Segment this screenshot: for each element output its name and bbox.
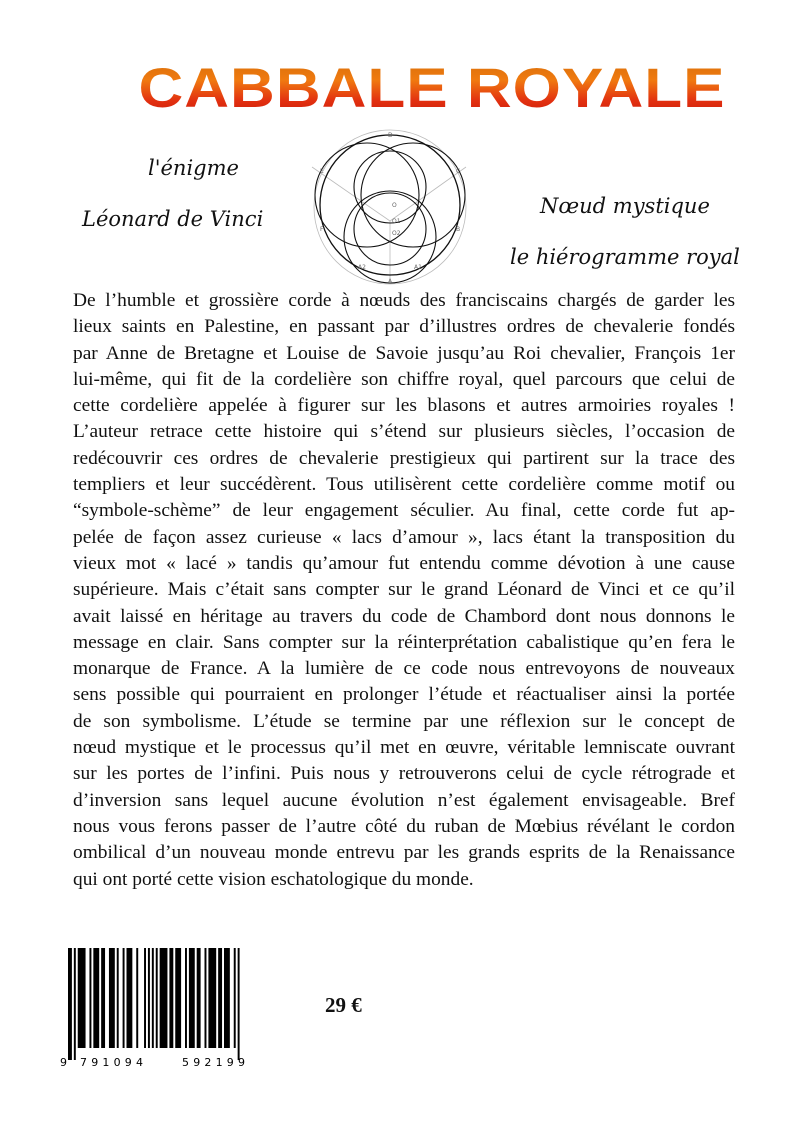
blurb-line: “symbole-schème” de leur engagement séculier. Au final, cette corde fut ap- [73, 500, 735, 522]
blurb-line: d’inversion sans lequel aucune évolution n’est également envisageable. Bref [73, 789, 735, 811]
barcode-bar [144, 948, 146, 1048]
barcode-bar [152, 948, 154, 1048]
book-title: CABBALE ROYALE [136, 59, 728, 118]
barcode-bar [185, 948, 187, 1048]
barcode-digits-right: 592199 [182, 1056, 250, 1069]
blurb-line: redécouvrir ces ordres de chevalerie prestigieux qui partirent sur la trace des [73, 447, 735, 469]
diagram-label: O2 [392, 230, 401, 237]
blurb-line: lieux saints en Palestine, en passant par d’illustres ordres de chevalerie fondés [73, 316, 735, 338]
barcode-bar [136, 948, 138, 1048]
barcode-bar [148, 948, 150, 1048]
barcode-bar [169, 948, 173, 1048]
price: 29 € [325, 993, 362, 1017]
diagram-label: A1 [414, 264, 422, 271]
barcode-bar [74, 948, 76, 1060]
subtitle-left-2: Léonard de Vinci [82, 207, 264, 231]
diagram-label: O [392, 202, 397, 209]
diagram-label: E [320, 168, 324, 175]
blurb-line: nous vous ferons passer de l’autre côté du ruban de Mœbius révélant le cordon [73, 815, 735, 837]
barcode-digits-left: 791094 [80, 1056, 148, 1069]
geometric-knot-diagram [300, 125, 480, 285]
barcode-bar [218, 948, 222, 1048]
subtitle-right-1: Nœud mystique [540, 194, 710, 218]
blurb-line: par Anne de Bretagne et Louise de Savoie jusqu’au Roi chevalier, François 1er [73, 342, 735, 364]
isbn-barcode [60, 948, 286, 1069]
blurb-line: de son symbolisme. L’étude se termine par une réflexion sur le concept de [73, 710, 735, 732]
diagram-label: O1 [392, 218, 401, 225]
barcode-bar [175, 948, 181, 1048]
blurb-line: lui-même, qui fit de la cordelière son chiffre royal, quel parcours que celui de [73, 368, 735, 390]
blurb-line: templiers et leur succédèrent. Tous utilisèrent cette cordelière comme motif ou [73, 474, 735, 496]
blurb-line: De l’humble et grossière corde à nœuds des franciscains chargés de garder les [73, 290, 735, 311]
barcode-bar [189, 948, 195, 1048]
blurb-line: cette cordelière appelée à figurer sur les blasons et autres armoiries royales ! [73, 395, 735, 417]
blurb-line: message en clair. Sans compter sur la réinterprétation cabalistique qu’en fera le [73, 631, 735, 653]
barcode-bar [89, 948, 91, 1048]
blurb-line: L’auteur retrace cette histoire qui s’étend sur plusieurs siècles, l’occasion de [73, 421, 735, 443]
diagram-label: A [388, 278, 393, 285]
blurb-line: qui ont porté cette vision eschatologique du monde. [73, 868, 474, 890]
diagram-label: F [320, 226, 324, 233]
blurb-line: sur les portes de l’infini. Puis nous y retrouverons celui de cycle rétrograde et [73, 763, 735, 785]
barcode-bar [101, 948, 105, 1048]
barcode-bar [123, 948, 125, 1048]
barcode-bar [68, 948, 72, 1060]
subtitle-left-1: l'énigme [148, 156, 239, 180]
back-cover-blurb [73, 288, 735, 893]
blurb-line: avait laissé en héritage au travers du code de Chambord dont nous donnons le [73, 605, 735, 627]
barcode-bar [78, 948, 86, 1048]
blurb-line: monarque de France. A la lumière de ce code nous entrevoyons de nouveaux [73, 658, 735, 680]
barcode-digit-prefix: 9 [60, 1056, 67, 1069]
barcode-bar [234, 948, 236, 1048]
barcode-bar [160, 948, 168, 1048]
blurb-line: pelée de façon assez curieuse « lacs d’amour », lacs étant la transposition du [73, 526, 735, 548]
barcode-bar [93, 948, 99, 1048]
blurb-line: nœud mystique et le processus qu’il met en œuvre, véritable lemniscate ouvrant [73, 737, 735, 759]
diagram-label: A2 [358, 264, 366, 271]
barcode-bar [205, 948, 207, 1048]
barcode-bar [156, 948, 158, 1048]
blurb-line: ombilical d’un nouveau monde entrevu par les grands esprits de la Renaissance [73, 842, 735, 864]
subtitle-right-2: le hiérogramme royal [510, 245, 740, 269]
blurb-line: sens possible qui pourraient en prolonger l’étude et réactualiser ainsi la portée [73, 684, 735, 706]
diagram-label: B [456, 226, 461, 233]
blurb-line: vieux mot « lacé » tandis qu’amour fut entendu comme dévotion à une cause [73, 552, 735, 574]
barcode-bar [117, 948, 119, 1048]
barcode-bar [208, 948, 216, 1048]
barcode-bar [197, 948, 201, 1048]
barcode-bar [109, 948, 115, 1048]
barcode-bar [238, 948, 240, 1060]
barcode-bar [224, 948, 230, 1048]
barcode-bar [127, 948, 133, 1048]
diagram-label: D [388, 132, 393, 139]
blurb-line: supérieure. Mais c’était sans compter sur le grand Léonard de Vinci et ce qu’il [73, 579, 735, 601]
diagram-label: C [456, 168, 461, 175]
